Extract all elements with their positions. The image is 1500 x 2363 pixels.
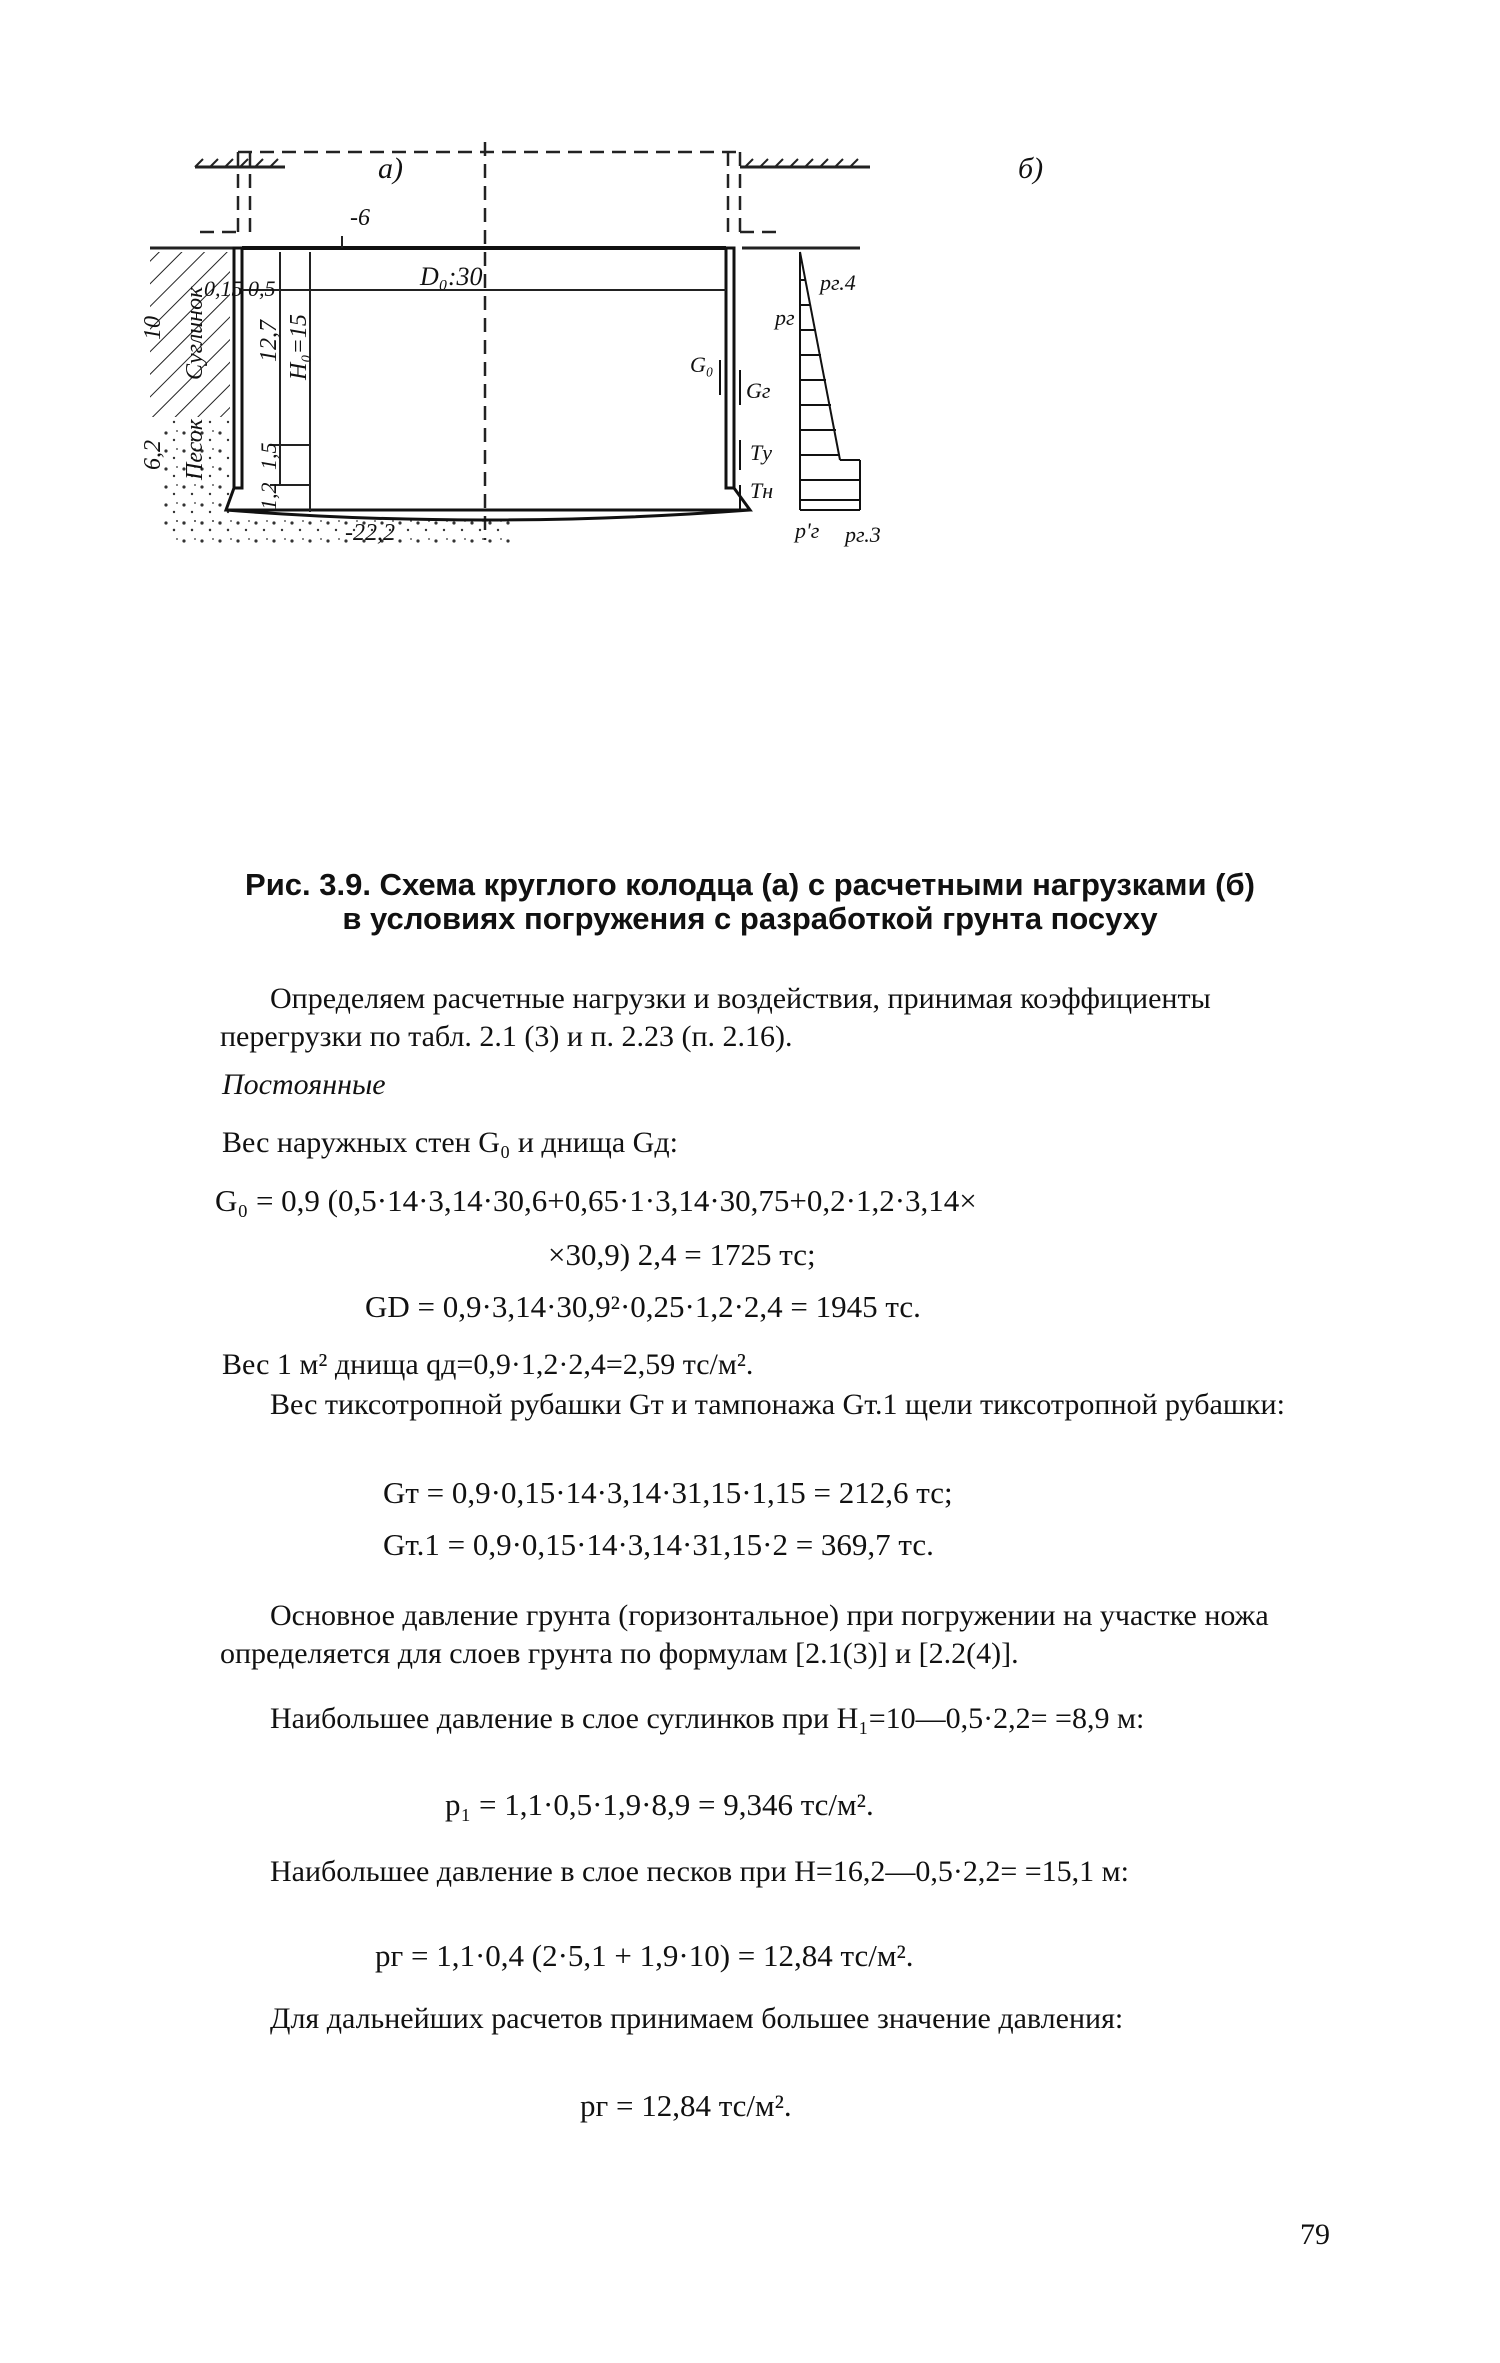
dim-diameter: D₀:30: [420, 262, 483, 291]
formula-gt1: Gт.1 = 0,9·0,15·14·3,14·31,15·2 = 369,7 тс.: [383, 1527, 934, 1562]
formula-pr-final: pг = 12,84 тс/м².: [580, 2088, 792, 2123]
paragraph-3: Вес 1 м² днища qд=0,9·1,2·2,4=2,59 тс/м².: [222, 1348, 754, 1381]
load-pr4: pг.4: [820, 270, 856, 295]
load-pr: pг: [775, 305, 795, 330]
soil-sand-label: Песок: [182, 419, 208, 480]
load-gg: Gг: [746, 378, 771, 403]
well-walls: [226, 248, 750, 520]
load-pr-bottom: p'г: [795, 518, 820, 543]
soil-loam-label: Суглинок: [182, 286, 208, 380]
heading-permanent: Постоянные: [222, 1068, 386, 1101]
dim-wall-05: 0,5: [248, 276, 276, 301]
paragraph-5: Основное давление грунта (горизонтальное) при погружении на участке ножа определяется для слоев грунта по формулам [2.1(3)] и [2.2(4)].: [220, 1599, 1269, 1670]
load-g0: G₀: [690, 352, 714, 377]
figure-label-b: б): [1018, 152, 1044, 185]
paragraph-8: Для дальнейших расчетов принимаем большее значение давления:: [270, 2002, 1124, 2035]
dim-62: 6,2: [140, 440, 166, 470]
dim-h0: H₀=15: [286, 314, 312, 380]
formula-g0-line1: G₀ = 0,9 (0,5·14·3,14·30,6+0,65·1·3,14·30,75+0,2·1,2·3,14×: [215, 1183, 977, 1218]
formula-g0-line2: ×30,9) 2,4 = 1725 тс;: [548, 1237, 816, 1272]
dim-15: 1,5: [256, 442, 281, 470]
paragraph-1: Определяем расчетные нагрузки и воздействия, принимая коэффициенты перегрузки по табл. 2.1 (3) и п. 2.23 (п. 2.16).: [220, 982, 1211, 1053]
paragraph-2: Вес наружных стен G₀ и днища Gд:: [222, 1126, 678, 1159]
formula-pr: pг = 1,1·0,4 (2·5,1 + 1,9·10) = 12,84 тс/м².: [375, 1938, 914, 1973]
paragraph-6: Наибольшее давление в слое суглинков при H₁=10—0,5·2,2= =8,9 м:: [270, 1702, 1145, 1735]
dim-depth-bottom: -22,2: [345, 520, 395, 546]
formula-gd: GD = 0,9·3,14·30,9²·0,25·1,2·2,4 = 1945 тс.: [365, 1289, 921, 1324]
sand-bottom: [170, 520, 510, 545]
formula-p1: p₁ = 1,1·0,5·1,9·8,9 = 9,346 тс/м².: [445, 1787, 874, 1822]
caption-line-2: в условиях погружения с разработкой грунта посуху: [342, 901, 1158, 936]
ground-surface-top: [190, 159, 1260, 167]
dim-wall-015: 0,15: [204, 276, 243, 301]
caption-line-1: Рис. 3.9. Схема круглого колодца (а) с расчетными нагрузками (б): [245, 867, 1255, 902]
dim-127: 12,7: [256, 320, 282, 362]
paragraph-7: Наибольшее давление в слое песков при H=16,2—0,5·2,2= =15,1 м:: [270, 1855, 1129, 1888]
dim-10: 10: [140, 316, 166, 340]
load-pr3: pг.3: [845, 522, 881, 547]
page-number: 79: [1300, 2218, 1330, 2251]
figure-caption: [170, 868, 1330, 936]
well-diagram-figure: [140, 140, 1330, 840]
formula-gt: Gт = 0,9·0,15·14·3,14·31,15·1,15 = 212,6 тс;: [383, 1475, 953, 1510]
figure-label-a: a): [378, 152, 403, 185]
dim-12: 1,2: [256, 482, 281, 510]
dim-depth-top: -6: [350, 205, 370, 231]
load-ty: Tу: [750, 440, 772, 465]
load-tn: Tн: [750, 478, 774, 503]
paragraph-4: Вес тиксотропной рубашки Gт и тампонажа Gт.1 щели тиксотропной рубашки:: [270, 1388, 1285, 1421]
